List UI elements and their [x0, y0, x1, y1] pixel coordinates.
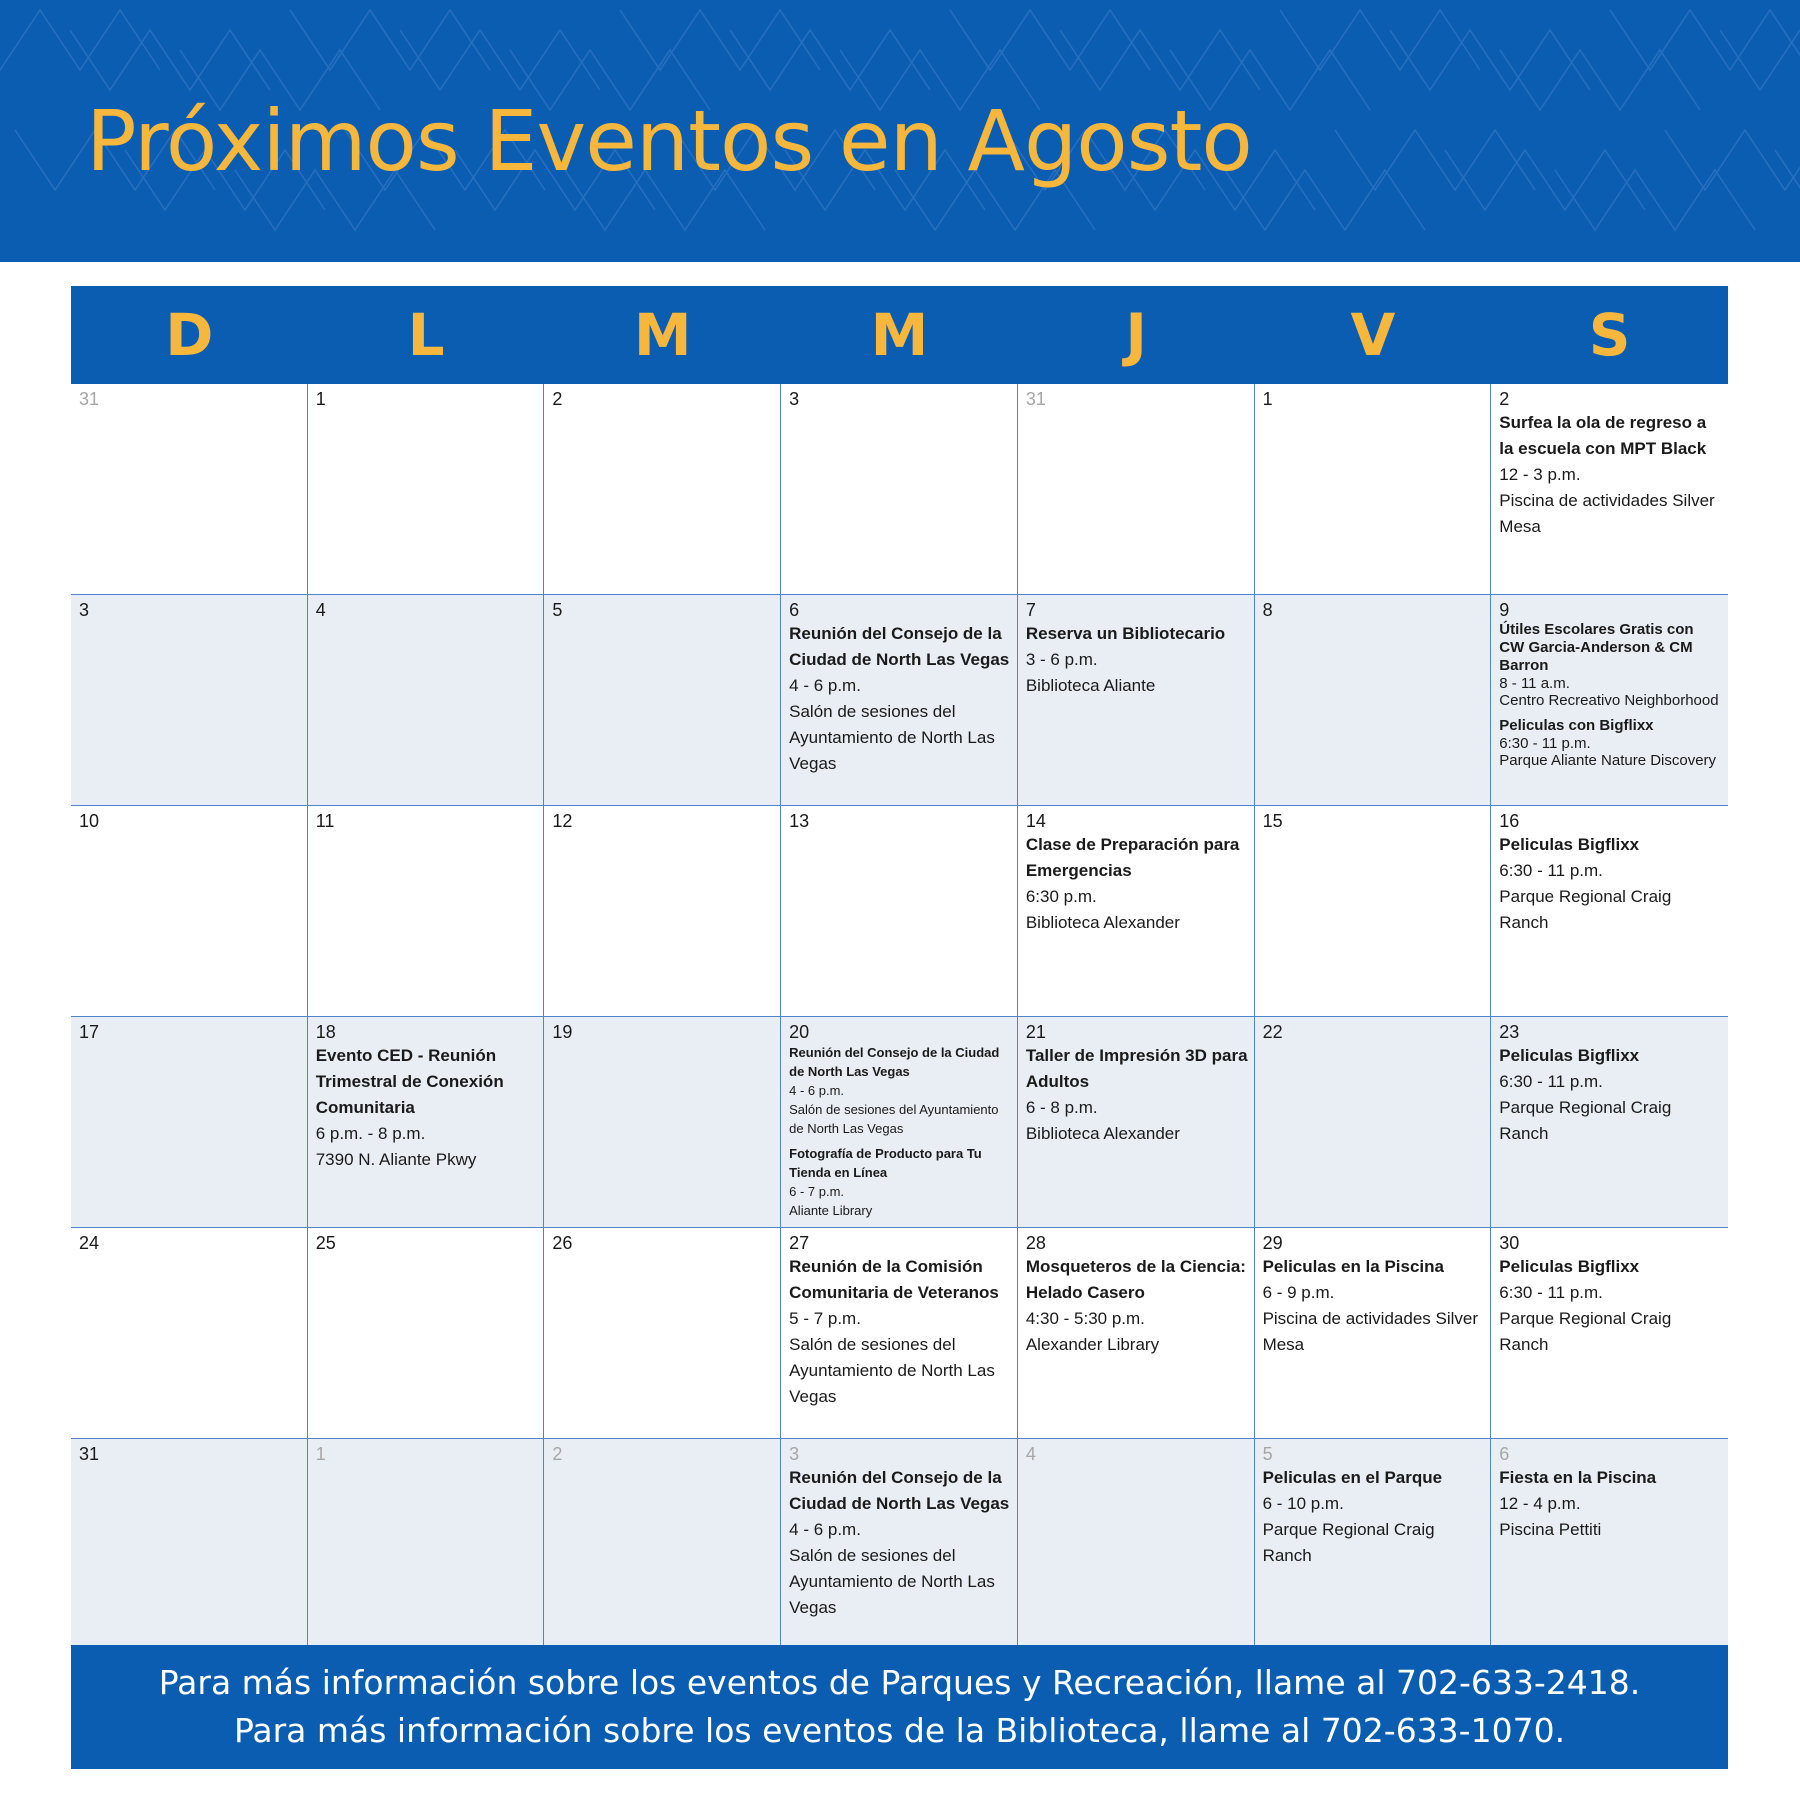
day-cell [71, 1228, 308, 1439]
event-time: 6 - 10 p.m. [1262, 1494, 1344, 1513]
day-number: 1 [315, 389, 326, 409]
pattern-line [0, 10, 160, 70]
day-cell [1018, 595, 1255, 806]
weekday-label: M [870, 301, 929, 369]
event [1499, 1254, 1722, 1358]
event-location: Salón de sesiones del Ayuntamiento de North Las Vegas [789, 702, 995, 773]
day-cell [1018, 1228, 1255, 1439]
day-number: 29 [1262, 1233, 1283, 1253]
day-cell [781, 1439, 1018, 1650]
event [1499, 832, 1722, 936]
event-location: Aliante Library [789, 1203, 873, 1218]
event [1026, 1043, 1248, 1147]
event-time: 4 - 6 p.m. [789, 676, 861, 695]
event-time: 8 - 11 a.m. [1499, 675, 1570, 692]
day-number: 15 [1262, 811, 1283, 831]
event-location: 7390 N. Aliante Pkwy [315, 1150, 477, 1169]
event [1499, 621, 1722, 709]
event [1499, 717, 1722, 769]
day-number: 2 [552, 1444, 563, 1464]
day-cell [781, 806, 1018, 1017]
day-cell [1255, 1228, 1492, 1439]
day-cell [1018, 1017, 1255, 1228]
day-cell [544, 1017, 781, 1228]
day-cell [1491, 1017, 1728, 1228]
event-time: 6:30 - 11 p.m. [1499, 861, 1603, 880]
event-title: Peliculas Bigflixx [1499, 1257, 1640, 1276]
weekday-label: S [1588, 301, 1631, 369]
day-cell [781, 595, 1018, 806]
day-number: 1 [1262, 389, 1273, 409]
event [789, 1465, 1011, 1621]
day-cell [1255, 806, 1492, 1017]
day-number: 25 [315, 1233, 336, 1253]
day-cell [308, 806, 545, 1017]
weekday-label: J [1125, 301, 1147, 369]
event-title: Peliculas Bigflixx [1499, 1046, 1640, 1065]
day-cell [1491, 806, 1728, 1017]
event-time: 6 - 8 p.m. [1025, 1098, 1098, 1117]
day-cell [544, 384, 781, 595]
day-cell [71, 1017, 308, 1228]
event [1026, 621, 1248, 699]
event-title: Fotografía de Producto para Tu Tienda en Línea [789, 1146, 982, 1180]
event [1499, 410, 1722, 540]
day-number: 4 [315, 600, 326, 620]
footer [71, 1645, 1728, 1769]
day-cell [308, 595, 545, 806]
day-number: 7 [1025, 600, 1036, 620]
event-location: Alexander Library [1025, 1335, 1160, 1354]
event [1263, 1254, 1485, 1358]
day-number: 19 [552, 1022, 573, 1042]
day-number: 26 [552, 1233, 573, 1253]
event-title: Mosqueteros de la Ciencia: Helado Casero [1025, 1257, 1246, 1302]
event-location: Centro Recreativo Neighborhood [1499, 692, 1719, 709]
day-number: 14 [1025, 811, 1046, 831]
day-cell [71, 595, 308, 806]
event-location: Parque Regional Craig Ranch [1499, 887, 1672, 932]
event-time: 4 - 6 p.m. [789, 1520, 861, 1539]
day-cell [781, 1017, 1018, 1228]
event-title: Surfea la ola de regreso a la escuela con MPT Black [1499, 413, 1707, 458]
day-cell [308, 1017, 545, 1228]
page-title: Próximos Eventos en Agosto [86, 92, 1252, 190]
day-number: 23 [1499, 1022, 1520, 1042]
event-time: 6 - 7 p.m. [789, 1184, 845, 1199]
event-time: 6:30 - 11 p.m. [1499, 735, 1591, 752]
event [1026, 1254, 1248, 1358]
weekday-label: V [1350, 301, 1396, 369]
event-location: Piscina de actividades Silver Mesa [1499, 491, 1715, 536]
day-number: 10 [79, 811, 100, 831]
day-cell [1018, 806, 1255, 1017]
event-location: Biblioteca Aliante [1025, 676, 1156, 695]
event [789, 1144, 1011, 1220]
event-title: Reunión del Consejo de la Ciudad de North Las Vegas [789, 1468, 1010, 1513]
footer-line-parks: Para más información sobre los eventos de Parques y Recreación, llame al 702-633-2418. [158, 1663, 1641, 1702]
day-number: 13 [789, 811, 810, 831]
event-title: Evento CED - Reunión Trimestral de Conexión Comunitaria [315, 1046, 504, 1117]
day-number: 22 [1262, 1022, 1283, 1042]
day-number: 4 [1025, 1444, 1036, 1464]
event-title: Reserva un Bibliotecario [1025, 624, 1226, 643]
event-title: Peliculas en el Parque [1262, 1468, 1443, 1487]
event-time: 6:30 p.m. [1025, 887, 1097, 906]
day-number: 30 [1499, 1233, 1520, 1253]
day-number: 31 [79, 389, 100, 409]
event-time: 12 - 4 p.m. [1499, 1494, 1581, 1513]
day-number: 2 [1499, 389, 1510, 409]
event [789, 1043, 1011, 1138]
pattern-line [1665, 130, 1800, 190]
event-title: Útiles Escolares Gratis con CW Garcia-Anderson & CM Barron [1499, 621, 1694, 674]
day-cell [308, 1228, 545, 1439]
day-cell [308, 1439, 545, 1650]
event-title: Reunión de la Comisión Comunitaria de Veteranos [789, 1257, 999, 1302]
event-location: Parque Aliante Nature Discovery [1499, 752, 1717, 769]
day-cell [1491, 1439, 1728, 1650]
event-title: Reunión del Consejo de la Ciudad de North Las Vegas [789, 1045, 1000, 1079]
day-cell [1491, 595, 1728, 806]
weekday-label: L [407, 301, 445, 369]
day-cell [1255, 595, 1492, 806]
day-number: 11 [315, 811, 335, 831]
event-time: 6:30 - 11 p.m. [1499, 1072, 1603, 1091]
day-cell [1018, 384, 1255, 595]
day-number: 3 [789, 389, 800, 409]
day-number: 5 [1262, 1444, 1273, 1464]
event-location: Parque Regional Craig Ranch [1499, 1098, 1672, 1143]
day-number: 27 [789, 1233, 810, 1253]
event-time: 4 - 6 p.m. [789, 1083, 845, 1098]
day-cell [781, 1228, 1018, 1439]
day-cell [781, 384, 1018, 595]
day-number: 31 [79, 1444, 100, 1464]
day-number: 24 [79, 1233, 100, 1253]
event-location: Piscina de actividades Silver Mesa [1262, 1309, 1479, 1354]
calendar-grid [71, 384, 1728, 1650]
event-time: 12 - 3 p.m. [1499, 465, 1581, 484]
day-number: 31 [1025, 389, 1046, 409]
event-location: Salón de sesiones del Ayuntamiento de North Las Vegas [789, 1546, 995, 1617]
day-number: 9 [1499, 600, 1510, 620]
day-number: 16 [1499, 811, 1520, 831]
day-cell [544, 595, 781, 806]
day-number: 8 [1262, 600, 1273, 620]
event [1263, 1465, 1485, 1569]
event [1499, 1465, 1722, 1543]
day-number: 3 [79, 600, 90, 620]
day-cell [544, 1439, 781, 1650]
day-number: 17 [79, 1022, 100, 1042]
day-number: 20 [789, 1022, 810, 1042]
event-time: 6 - 9 p.m. [1262, 1283, 1335, 1302]
event-title: Clase de Preparación para Emergencias [1025, 835, 1240, 880]
day-number: 1 [315, 1444, 326, 1464]
event [789, 621, 1011, 777]
event-title: Peliculas Bigflixx [1499, 835, 1640, 854]
event [316, 1043, 538, 1173]
day-cell [71, 806, 308, 1017]
calendar [71, 286, 1728, 1650]
day-number: 28 [1025, 1233, 1046, 1253]
day-cell [544, 806, 781, 1017]
event-location: Salón de sesiones del Ayuntamiento de North Las Vegas [789, 1335, 995, 1406]
event-location: Biblioteca Alexander [1025, 1124, 1180, 1143]
footer-line-library: Para más información sobre los eventos de la Biblioteca, llame al 702-633-1070. [233, 1711, 1566, 1750]
day-number: 12 [552, 811, 573, 831]
event-location: Salón de sesiones del Ayuntamiento de North Las Vegas [789, 1102, 999, 1136]
day-cell [1491, 1228, 1728, 1439]
pattern-line [1720, 30, 1800, 90]
day-cell [1255, 1017, 1492, 1228]
event-time: 6 p.m. - 8 p.m. [315, 1124, 426, 1143]
event-location: Biblioteca Alexander [1025, 913, 1180, 932]
weekday-label: D [165, 301, 214, 369]
event-title: Taller de Impresión 3D para Adultos [1025, 1046, 1248, 1091]
event [1499, 1043, 1722, 1147]
day-cell [1018, 1439, 1255, 1650]
day-number: 6 [789, 600, 800, 620]
event-location: Parque Regional Craig Ranch [1262, 1520, 1435, 1565]
event-time: 4:30 - 5:30 p.m. [1025, 1309, 1145, 1328]
event-title: Peliculas en la Piscina [1262, 1257, 1444, 1276]
day-number: 5 [552, 600, 563, 620]
day-cell [1491, 384, 1728, 595]
day-number: 18 [315, 1022, 336, 1042]
event-time: 5 - 7 p.m. [789, 1309, 861, 1328]
event-location: Piscina Pettiti [1499, 1520, 1602, 1539]
event-title: Fiesta en la Piscina [1499, 1468, 1657, 1487]
day-number: 2 [552, 389, 563, 409]
day-number: 3 [789, 1444, 800, 1464]
event-time: 3 - 6 p.m. [1025, 650, 1098, 669]
day-cell [308, 384, 545, 595]
page-header [0, 0, 1800, 262]
day-cell [71, 384, 308, 595]
day-cell [1255, 384, 1492, 595]
day-number: 21 [1025, 1022, 1046, 1042]
day-cell [1255, 1439, 1492, 1650]
event-title: Peliculas con Bigflixx [1499, 717, 1654, 734]
day-cell [71, 1439, 308, 1650]
event-time: 6:30 - 11 p.m. [1499, 1283, 1603, 1302]
event-location: Parque Regional Craig Ranch [1499, 1309, 1672, 1354]
weekday-header [71, 286, 1728, 384]
weekday-label: M [633, 301, 692, 369]
day-cell [544, 1228, 781, 1439]
day-number: 6 [1499, 1444, 1510, 1464]
event [789, 1254, 1011, 1410]
pattern-line [1610, 10, 1800, 70]
event [1026, 832, 1248, 936]
event-title: Reunión del Consejo de la Ciudad de North Las Vegas [789, 624, 1010, 669]
